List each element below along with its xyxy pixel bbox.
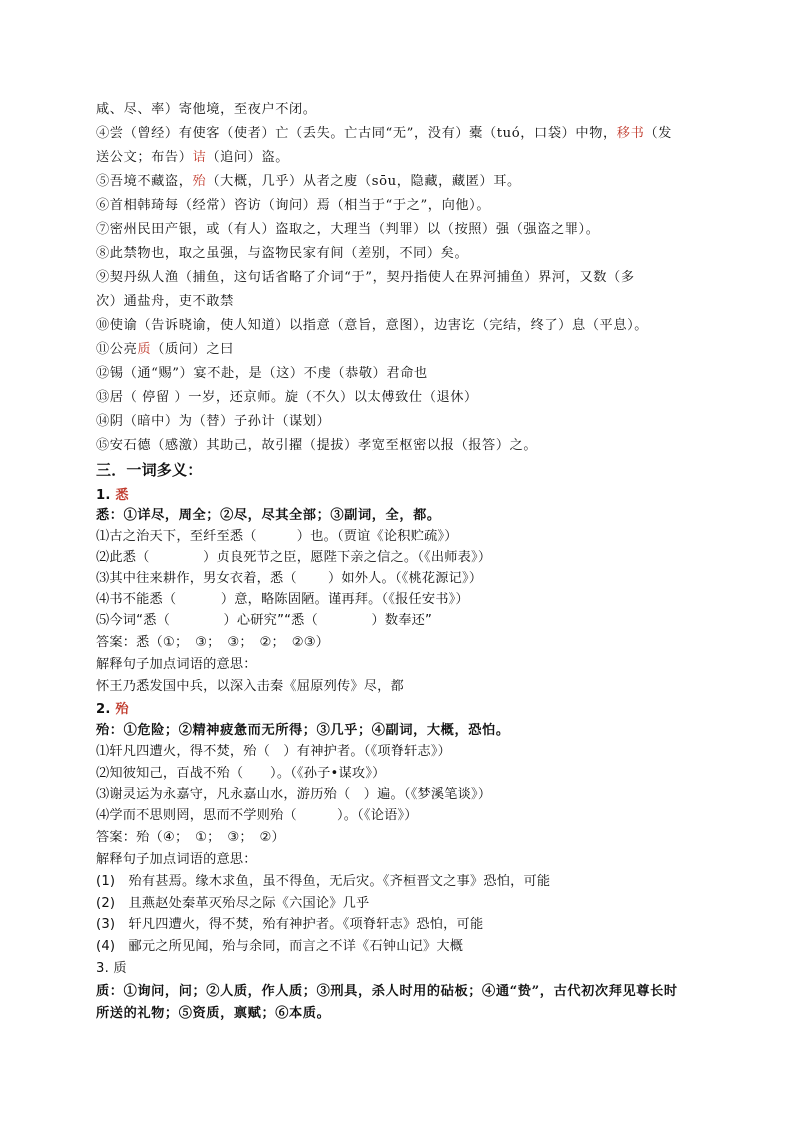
item-number: 1.: [96, 488, 111, 503]
text-line: ⑦密州民田产银，或（有人）盗取之，大理当（判罪）以（按照）强（强盗之罪）。: [96, 222, 600, 237]
text-run: 殆有甚焉。缘木求鱼，虽不得鱼，无后灾。《齐桓晋文之事》恐怕，可能: [128, 874, 551, 889]
explain-line: [96, 916, 483, 934]
list-number: (4): [96, 939, 116, 954]
text-run: 送公文；布告）: [96, 150, 193, 165]
explain-line: [96, 873, 550, 891]
highlighted-word: 移书: [616, 126, 645, 141]
text-line: 咸、尽、率）寄他境，至夜户不闭。: [96, 102, 317, 117]
text-line: ⑩使谕（告诉晓谕，使人知道）以指意（意旨，意图），边害讫（完结，终了）息（平息）。: [96, 318, 649, 333]
question-line: ⑴古之治天下，至纤至悉（ ）也。（贾谊《论积贮疏》）: [96, 529, 458, 544]
headword: 殆: [115, 702, 129, 717]
explain-heading: 解释句子加点词语的意思：: [96, 852, 257, 867]
list-number: (3): [96, 917, 116, 932]
text-line: ⑮安石德（感激）其助己，故引擢（提拔）孝宽至枢密以报（报答）之。: [96, 438, 538, 453]
answer-line: 答案：悉（①； ③； ③； ②； ②③）: [96, 635, 330, 650]
text-run: 且燕赵处秦革灭殆尽之际《六国论》几乎: [128, 896, 370, 911]
highlighted-word: 殆: [192, 174, 207, 189]
text-line: ⑫锡（通“赐”）宴不赴，是（这）不虔（恭敬）君命也: [96, 366, 428, 381]
highlighted-word: 诘: [192, 150, 207, 165]
headword: 悉: [115, 488, 129, 503]
question-line: ⑶谢灵运为永嘉守，凡永嘉山水，游历殆（ ）遍。（《梦溪笔谈》）: [96, 787, 492, 802]
list-number: (1): [96, 874, 116, 889]
question-line: ⑷书不能悉（ ）意，略陈固陋。谨再拜。（《报任安书》）: [96, 592, 469, 607]
explain-line: [96, 938, 463, 956]
explain-heading: 解释句子加点词语的意思：: [96, 657, 257, 672]
subsection-heading: [96, 701, 129, 719]
question-line: ⑵此悉（ ）贞良死节之臣，愿陛下亲之信之。（《出师表》）: [96, 550, 492, 565]
text-line: [96, 149, 289, 167]
question-line: ⑷学而不思则罔，思而不学则殆（ ）。（《论语》）: [96, 808, 418, 823]
text-run: （发: [644, 126, 672, 141]
text-run: ④尝（曾经）有使客（使者）亡（丢失。亡古同“无”，没有）橐（tuó，口袋）中物，: [96, 126, 617, 141]
section-heading: 三．一词多义：: [96, 461, 203, 479]
highlighted-word: 质: [137, 342, 152, 357]
text-line: [96, 125, 672, 143]
text-line: [96, 173, 521, 191]
list-number: (2): [96, 896, 116, 911]
definition-line: 殆：①危险；②精神疲惫而无所得；③几乎；④副词，大概，恐怕。: [96, 723, 510, 738]
text-line: [96, 341, 234, 359]
definition-line: 质：①询问，问；②人质，作人质；③刑具，杀人时用的砧板；④通“贽”，古代初次拜见尊长时: [96, 984, 678, 999]
text-run: 郦元之所见闻，殆与余同，而言之不详《石钟山记》大概: [128, 939, 464, 954]
text-line: ⑭阴（暗中）为（替）子孙计（谋划）: [96, 414, 331, 429]
answer-line: 答案：殆（④； ①； ③； ②）: [96, 830, 285, 845]
text-line: 次）通盐舟，吏不敢禁: [96, 294, 234, 309]
text-line: ⑧此禁物也，取之虽强，与盗物民家有间（差别，不同）矣。: [96, 246, 469, 261]
text-run: ⑤吾境不藏盗，: [96, 174, 193, 189]
text-line: ⑨契丹纵人渔（捕鱼，这句话省略了介词“于”，契丹指使人在界河捕鱼）界河，又数（多: [96, 270, 635, 285]
text-line: ⑥首相韩琦每（经常）咨访（询问）焉（相当于“于之”，向他）。: [96, 198, 491, 213]
question-line: ⑴轩凡四遭火，得不焚，殆（ ）有神护者。（《项脊轩志》）: [96, 744, 452, 759]
text-line: ⑬居（ 停留 ）一岁，还京师。旋（不久）以太傅致仕（退休）: [96, 390, 478, 405]
question-line: ⑵知彼知己，百战不殆（ ）。（《孙子•谋攻》）: [96, 766, 386, 781]
explain-line: [96, 895, 369, 913]
subsection-heading: 3. 质: [96, 961, 127, 976]
definition-line: 所送的礼物；⑤资质，禀赋；⑥本质。: [96, 1006, 331, 1021]
question-line: ⑶其中往来耕作，男女衣着，悉（ ）如外人。（《桃花源记》）: [96, 571, 483, 586]
question-line: ⑸今词“悉（ ）心研究”“悉（ ）数奉还”: [96, 613, 433, 628]
text-run: ⑪公亮: [96, 342, 138, 357]
text-run: （大概，几乎）从者之廋（sōu，隐藏，藏匿）耳。: [206, 174, 521, 189]
item-number: 2.: [96, 702, 111, 717]
text-run: （质问）之曰: [151, 342, 234, 357]
definition-line: 悉：①详尽，周全；②尽，尽其全部；③副词，全，都。: [96, 508, 441, 523]
text-run: 轩凡四遭火，得不焚，殆有神护者。《项脊轩志》恐怕，可能: [128, 917, 484, 932]
text-run: （追问）盗。: [206, 150, 290, 165]
subsection-heading: [96, 487, 129, 505]
explain-line: 怀王乃悉发国中兵，以深入击秦《屈原列传》尽，都: [96, 679, 404, 694]
